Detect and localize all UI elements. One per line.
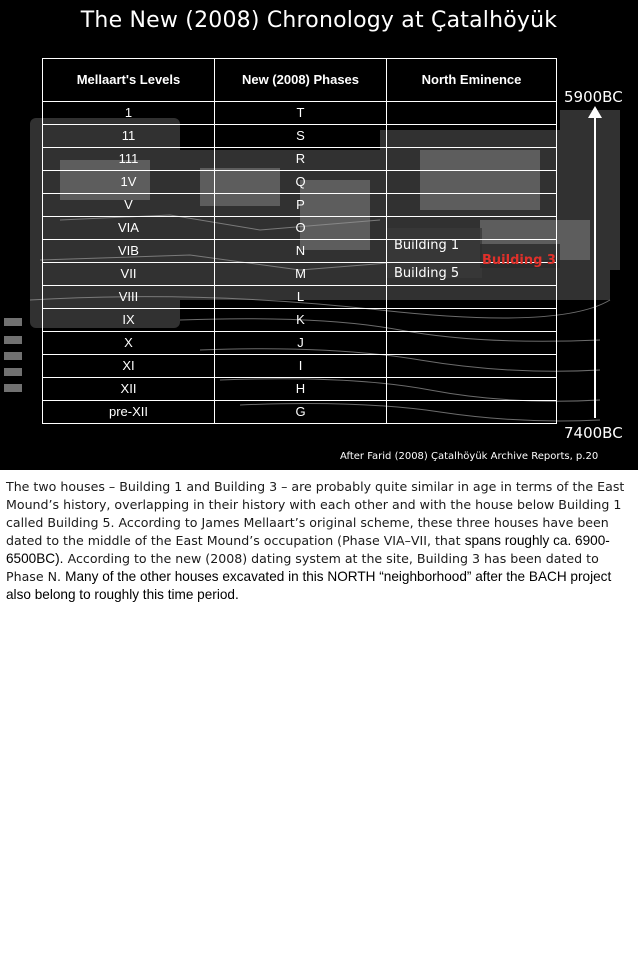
level-cell: VIB: [43, 240, 215, 263]
table-row: [43, 355, 557, 378]
phase-cell: Q: [215, 171, 387, 194]
level-cell: V: [43, 194, 215, 217]
table-row: [43, 148, 557, 171]
eminence-cell: [387, 401, 557, 424]
level-cell: VIA: [43, 217, 215, 240]
caption-part-2: spans roughly ca. 6900-6500BC).: [6, 533, 610, 566]
date-top-label: 5900BC: [564, 88, 623, 106]
date-bottom-label: 7400BC: [564, 424, 623, 442]
phase-cell: N: [215, 240, 387, 263]
table-row: [43, 286, 557, 309]
header-new-phases: New (2008) Phases: [215, 59, 387, 102]
header-north-eminence: North Eminence: [387, 59, 557, 102]
eminence-cell: [387, 194, 557, 217]
table-row: [43, 332, 557, 355]
table-row: [43, 378, 557, 401]
table-row: [43, 263, 557, 286]
table-row: [43, 171, 557, 194]
phase-cell: O: [215, 217, 387, 240]
eminence-cell: [387, 355, 557, 378]
table-row: [43, 240, 557, 263]
phase-cell: I: [215, 355, 387, 378]
eminence-cell: [387, 332, 557, 355]
building-3-label: Building 3: [482, 253, 556, 268]
eminence-cell: [387, 125, 557, 148]
table-header-row: [43, 59, 557, 102]
level-cell: 111: [43, 148, 215, 171]
eminence-cell: [387, 148, 557, 171]
building-1-label: Building 1: [394, 238, 460, 253]
phase-cell: L: [215, 286, 387, 309]
level-cell: VIII: [43, 286, 215, 309]
building-5-label: Building 5: [394, 266, 460, 281]
level-cell: 11: [43, 125, 215, 148]
caption-part-3: According to the new (2008) dating system at the site, Building 3 has been dated to Phase N.: [6, 551, 599, 584]
time-arrow-head: [588, 106, 602, 118]
eminence-cell: [387, 171, 557, 194]
phase-cell: H: [215, 378, 387, 401]
table-row: [43, 309, 557, 332]
eminence-cell: [387, 102, 557, 125]
slide-image: [0, 0, 638, 470]
time-arrow-line: [594, 118, 596, 418]
phase-cell: R: [215, 148, 387, 171]
phase-cell: G: [215, 401, 387, 424]
table-row: [43, 125, 557, 148]
caption-paragraph: [6, 478, 634, 604]
chronology-table: [42, 58, 557, 424]
table-row: [43, 194, 557, 217]
phase-cell: P: [215, 194, 387, 217]
level-cell: VII: [43, 263, 215, 286]
eminence-cell: [387, 286, 557, 309]
phase-cell: S: [215, 125, 387, 148]
level-cell: IX: [43, 309, 215, 332]
level-cell: XII: [43, 378, 215, 401]
table-row: [43, 102, 557, 125]
eminence-cell: [387, 217, 557, 240]
level-cell: X: [43, 332, 215, 355]
caption-part-4: Many of the other houses excavated in this NORTH “neighborhood” after the BACH project also belong to roughly this time period.: [6, 569, 612, 602]
eminence-cell: [387, 378, 557, 401]
level-cell: 1V: [43, 171, 215, 194]
phase-cell: J: [215, 332, 387, 355]
level-cell: XI: [43, 355, 215, 378]
level-cell: 1: [43, 102, 215, 125]
phase-cell: M: [215, 263, 387, 286]
eminence-cell: [387, 309, 557, 332]
slide-title: The New (2008) Chronology at Çatalhöyük: [80, 8, 558, 33]
header-mellaart-levels: Mellaart's Levels: [43, 59, 215, 102]
phase-cell: T: [215, 102, 387, 125]
table-row: [43, 401, 557, 424]
phase-cell: K: [215, 309, 387, 332]
image-credit: After Farid (2008) Çatalhöyük Archive Reports, p.20: [340, 451, 599, 462]
table-row: [43, 217, 557, 240]
caption-part-1: The two houses – Building 1 and Building 3 – are probably quite similar in age in terms of the East Mound’s history, overlapping in their history with each other and with the house below Building 1 called Building 5. According to James Mellaart’s original scheme, these three houses have been dated to the middle of the East Mound’s occupation (Phase VIA–VII, that: [6, 479, 625, 548]
level-cell: pre-XII: [43, 401, 215, 424]
